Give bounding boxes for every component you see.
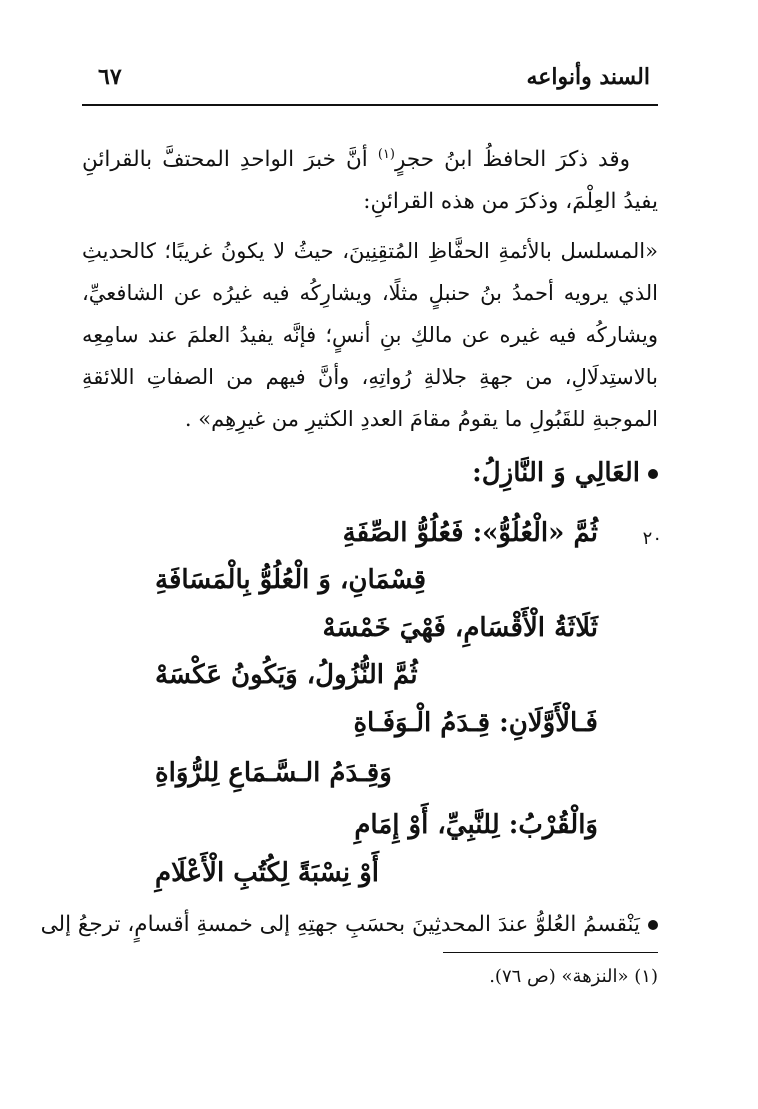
paragraph-quote: «المسلسل بالأئمةِ الحفَّاظِ المُتقِنِينَ، حيثُ لا يكونُ غريبًا؛ كالحديثِ الذي يرويه أحمدُ بنُ حنبلٍ مثلًا، ويشارِكُه فيه غيرُه عن الشافعيِّ، ويشاركُه فيه غيره عن مالكِ بنِ أنسٍ؛ فإنَّه يفيدُ العلمَ عند سامِعِه بالاستِدلَالِ، من جهةِ جلالةِ رُواتِهِ، وأنَّ فيهم من الصفاتِ اللائقةِ الموجبةِ للقَبُولِ ما يقومُ مقامَ العددِ الكثيرِ من غيرِهِم» . bbox=[82, 239, 658, 431]
bullet-icon bbox=[648, 469, 658, 479]
header-divider bbox=[82, 104, 658, 106]
verse-line: فَـالْأَوَّلَانِ: قِـدَمُ الْـوَفَـاةِ bbox=[353, 708, 598, 738]
section-heading bbox=[472, 458, 658, 488]
closing-line bbox=[40, 912, 658, 937]
footnote: (١) «النزهة» (ص ٧٦). bbox=[489, 966, 658, 987]
verse-number: ٢٠ bbox=[642, 528, 662, 549]
page-number: ٦٧ bbox=[98, 64, 122, 90]
running-header-title: السند وأنواعه bbox=[526, 64, 650, 90]
verse-line: أَوْ نِسْبَةً لِكُتُبِ الْأَعْلَامِ bbox=[155, 858, 379, 888]
verse-line: وَقِـدَمُ الـسَّـمَاعِ لِلرُّوَاةِ bbox=[155, 758, 392, 788]
closing-line-text: يَنْقسمُ العُلوُّ عندَ المحدثِينَ بحسَبِ جهتِهِ إلى خمسةِ أقسامٍ، ترجعُ إلى bbox=[40, 912, 640, 937]
bullet-icon bbox=[648, 920, 658, 930]
footnote-marker: (١) bbox=[377, 147, 395, 162]
verse-line: ثُمَّ «الْعُلُوُّ»: فَعُلُوُّ الصِّفَةِ bbox=[342, 518, 598, 548]
verse-line: قِسْمَانِ، وَ الْعُلُوُّ بِالْمَسَافَةِ bbox=[155, 565, 427, 595]
paragraph-intro-start: وقد ذكرَ الحافظُ ابنُ حجرٍ bbox=[394, 147, 630, 173]
section-heading-text: العَالِي وَ النَّازِلُ: bbox=[472, 458, 640, 488]
verse-line: وَالْقُرْبُ: لِلنَّبِيِّ، أَوْ إِمَامِ bbox=[354, 810, 598, 840]
paragraph-intro-end: أنَّ خبرَ الواحدِ المحتفَّ بالقرائنِ يفيدُ العِلْمَ، وذكرَ من هذه القرائنِ: bbox=[82, 147, 658, 215]
verse-line: ثُمَّ النُّزُولُ، وَيَكُونُ عَكْسَهْ bbox=[155, 660, 418, 690]
footnote-divider bbox=[443, 952, 658, 953]
verse-line: ثَلَاثَةُ الْأَقْسَامِ، فَهْيَ خَمْسَهْ bbox=[322, 613, 598, 643]
paragraph-intro bbox=[82, 134, 658, 223]
